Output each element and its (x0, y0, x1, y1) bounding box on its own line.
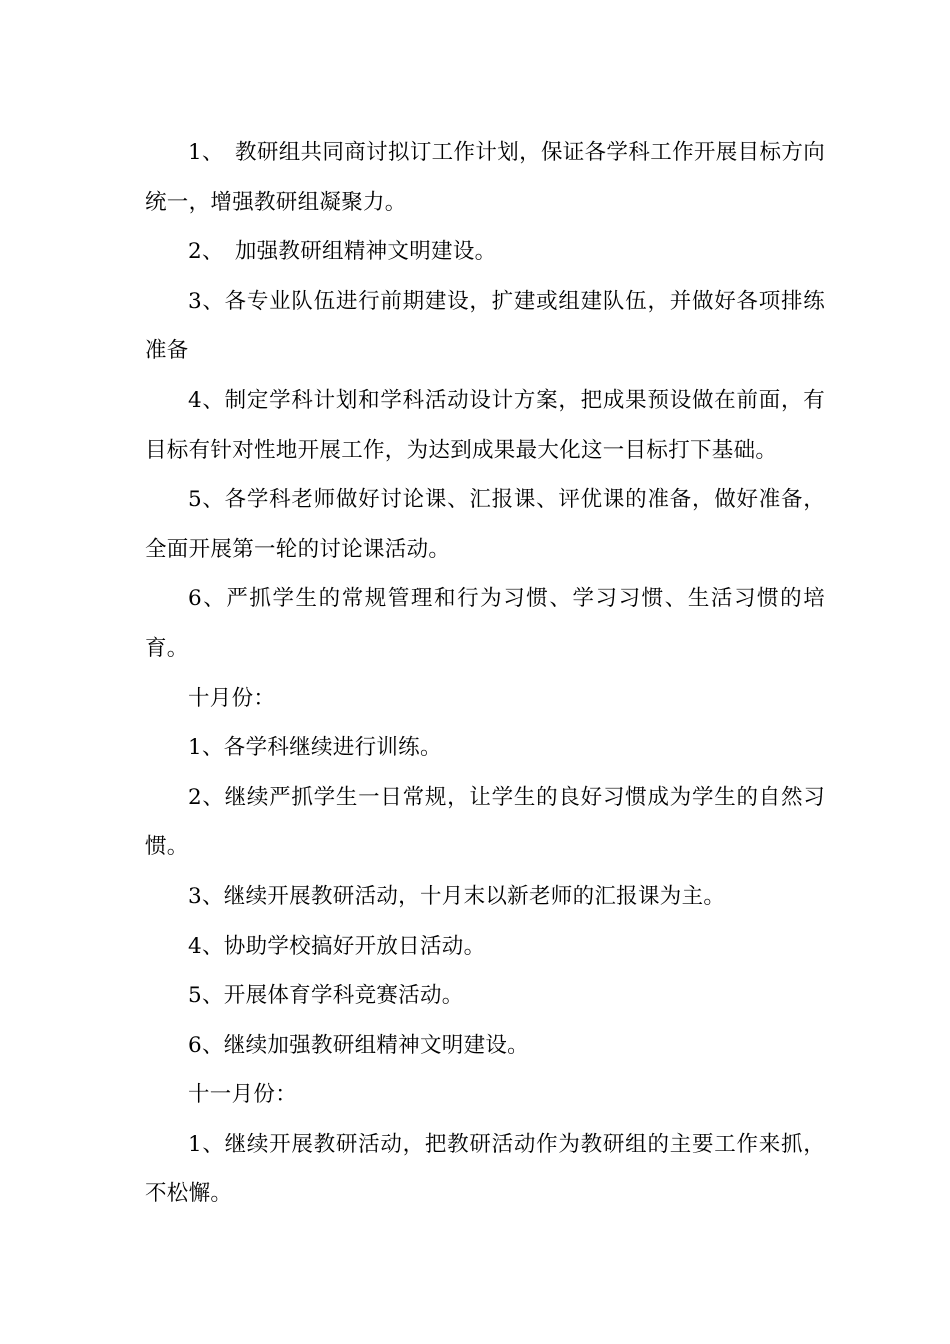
document-body (145, 128, 825, 1219)
paragraph-october-6: 6、继续加强教研组精神文明建设。 (188, 1032, 529, 1058)
paragraph-plan-5: 5、各学科老师做好讨论课、汇报课、评优课的准备，做好准备，全面开展第一轮的讨论课活动。 (145, 487, 825, 562)
paragraph-october-2: 2、继续严抓学生一日常规，让学生的良好习惯成为学生的自然习惯。 (145, 784, 825, 860)
paragraph-plan-1: 1、 教研组共同商讨拟订工作计划，保证各学科工作开展目标方向统一，增强教研组凝聚力。 (145, 140, 825, 215)
paragraph-plan-3: 3、各专业队伍进行前期建设，扩建或组建队伍，并做好各项排练准备 (145, 288, 825, 364)
paragraph-november-1: 1、继续开展教研活动，把教研活动作为教研组的主要工作来抓，不松懈。 (145, 1131, 825, 1207)
paragraph-plan-4: 4、制定学科计划和学科活动设计方案，把成果预设做在前面，有目标有针对性地开展工作，为达到成果最大化这一目标打下基础。 (145, 387, 825, 463)
section-heading-october: 十月份： (188, 685, 276, 711)
paragraph-october-3: 3、继续开展教研活动，十月末以新老师的汇报课为主。 (188, 883, 726, 909)
paragraph-october-4: 4、协助学校搞好开放日活动。 (188, 933, 486, 959)
section-heading-november: 十一月份： (188, 1082, 298, 1108)
paragraph-october-1: 1、各学科继续进行训练。 (188, 735, 442, 761)
paragraph-plan-2: 2、 加强教研组精神文明建设。 (188, 239, 497, 265)
paragraph-plan-6: 6、严抓学生的常规管理和行为习惯、学习习惯、生活习惯的培育。 (145, 586, 825, 661)
paragraph-october-5: 5、开展体育学科竞赛活动。 (188, 983, 464, 1009)
